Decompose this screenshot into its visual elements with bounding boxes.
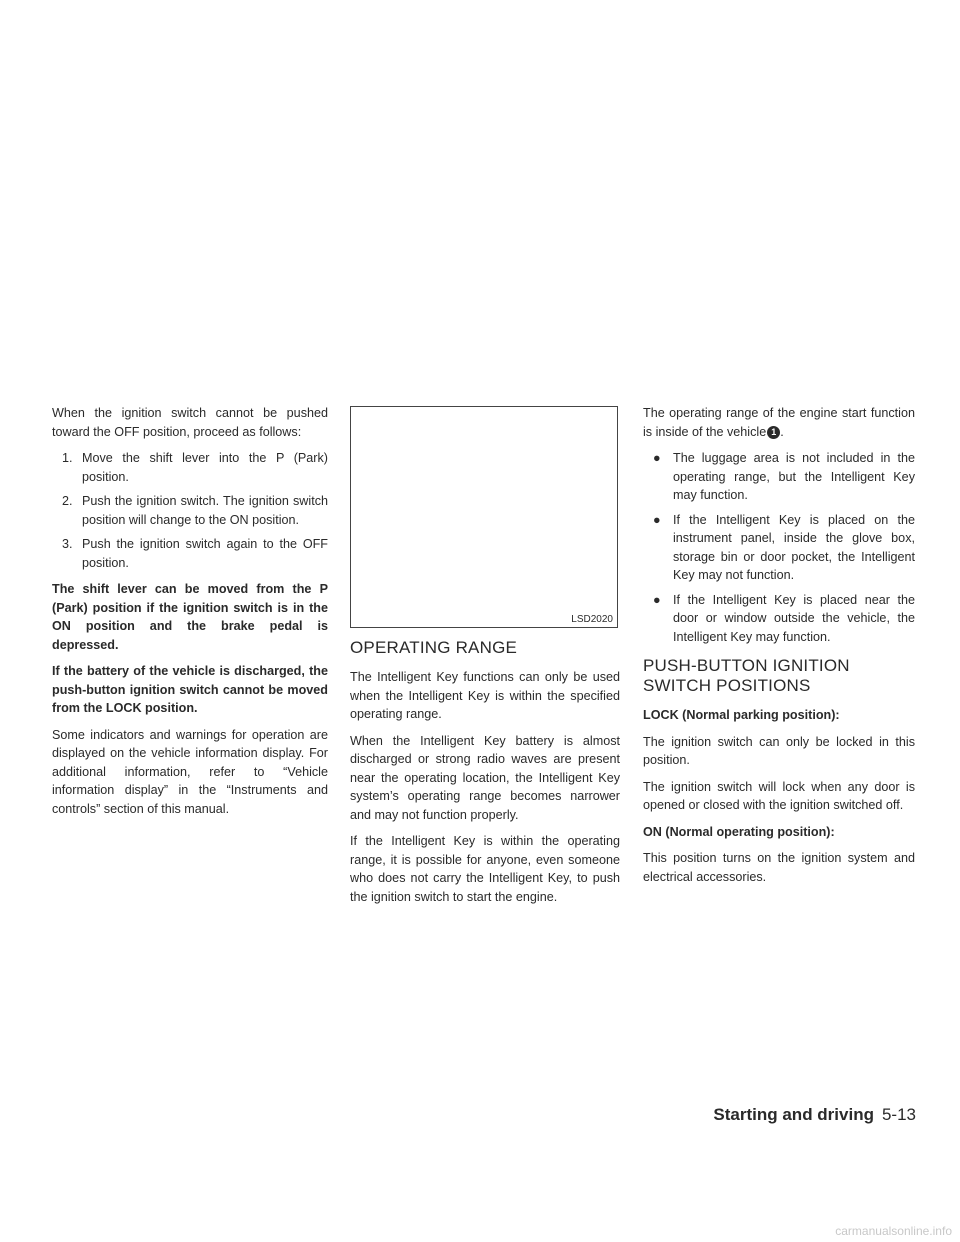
left-column: [52, 404, 328, 826]
operating-range-para-3: If the Intelligent Key is within the operating range, it is possible for anyone, even someone who does not carry the Intelligent Key, to push the ignition switch to start the engine.: [350, 834, 620, 904]
bullet-near-door: [643, 591, 915, 647]
step-2: [52, 492, 328, 529]
operating-range-para-1: The Intelligent Key functions can only be used when the Intelligent Key is within the specified operating range.: [350, 670, 620, 721]
middle-column: [350, 404, 620, 914]
engine-start-range-paragraph: The operating range of the engine start function is inside of the vehicle 1 .: [643, 406, 915, 439]
lock-position-title: LOCK (Normal parking position):: [643, 708, 840, 722]
range-text: The operating range of the engine start function is inside of the vehicle: [643, 406, 915, 439]
callout-1-icon: 1: [767, 426, 780, 439]
bullet-icon: ●: [653, 451, 661, 465]
step-text: Push the ignition switch again to the OFF position.: [82, 537, 328, 570]
bullet-text: If the Intelligent Key is placed on the instrument panel, inside the glove box, storage bin or door pocket, the Intelligent Key may not function.: [673, 512, 915, 582]
on-para: This position turns on the ignition system and electrical accessories.: [643, 851, 915, 884]
section-title: Starting and driving: [713, 1105, 874, 1124]
page-footer: [713, 1104, 916, 1126]
intro-paragraph: When the ignition switch cannot be pushed toward the OFF position, proceed as follows:: [52, 406, 328, 439]
right-column: [643, 404, 915, 894]
lock-para-2: The ignition switch will lock when any door is opened or closed with the ignition switched off.: [643, 779, 915, 812]
figure-code: LSD2020: [571, 614, 613, 625]
bullet-instrument-panel: [643, 511, 915, 585]
step-number: 2.: [62, 494, 73, 508]
step-1: [52, 449, 328, 486]
step-text: Move the shift lever into the P (Park) position.: [82, 451, 328, 484]
step-3: [52, 535, 328, 572]
step-number: 3.: [62, 537, 73, 551]
step-text: Push the ignition switch. The ignition switch position will change to the ON position.: [82, 494, 328, 527]
operating-range-heading: OPERATING RANGE: [350, 638, 518, 657]
bullet-text: The luggage area is not included in the operating range, but the Intelligent Key may function.: [673, 451, 915, 502]
lock-para-1: The ignition switch can only be locked in this position.: [643, 734, 915, 767]
info-display-paragraph: Some indicators and warnings for operation are displayed on the vehicle information display. For additional information, refer to “Vehicle information display” in the “Instruments and controls” section of this manual.: [52, 727, 328, 816]
watermark: carmanualsonline.info: [835, 1224, 952, 1238]
bullet-icon: ●: [653, 592, 661, 607]
page-number: 5-13: [881, 1105, 916, 1124]
bullet-text: If the Intelligent Key is placed near the door or window outside the vehicle, the Intelligent Key may function.: [673, 592, 915, 644]
bullet-icon: ●: [653, 512, 661, 527]
battery-note: If the battery of the vehicle is discharged, the push-button ignition switch cannot be moved from the LOCK position.: [52, 664, 328, 715]
operating-range-figure: [350, 406, 618, 628]
shift-lever-note: The shift lever can be moved from the P (Park) position if the ignition switch is in the ON position and the brake pedal is depressed.: [52, 582, 328, 652]
procedure-steps: [52, 449, 328, 572]
on-position-title: ON (Normal operating position):: [643, 824, 835, 839]
ignition-positions-heading: PUSH-BUTTON IGNITION SWITCH POSITIONS: [643, 656, 850, 695]
range-bullet-list: [643, 449, 915, 646]
step-number: 1.: [62, 451, 73, 465]
operating-range-para-2: When the Intelligent Key battery is almost discharged or strong radio waves are present near the operating location, the Intelligent Key system’s operating range becomes narrower and may not function properly.: [350, 733, 620, 822]
bullet-luggage: [643, 449, 915, 505]
